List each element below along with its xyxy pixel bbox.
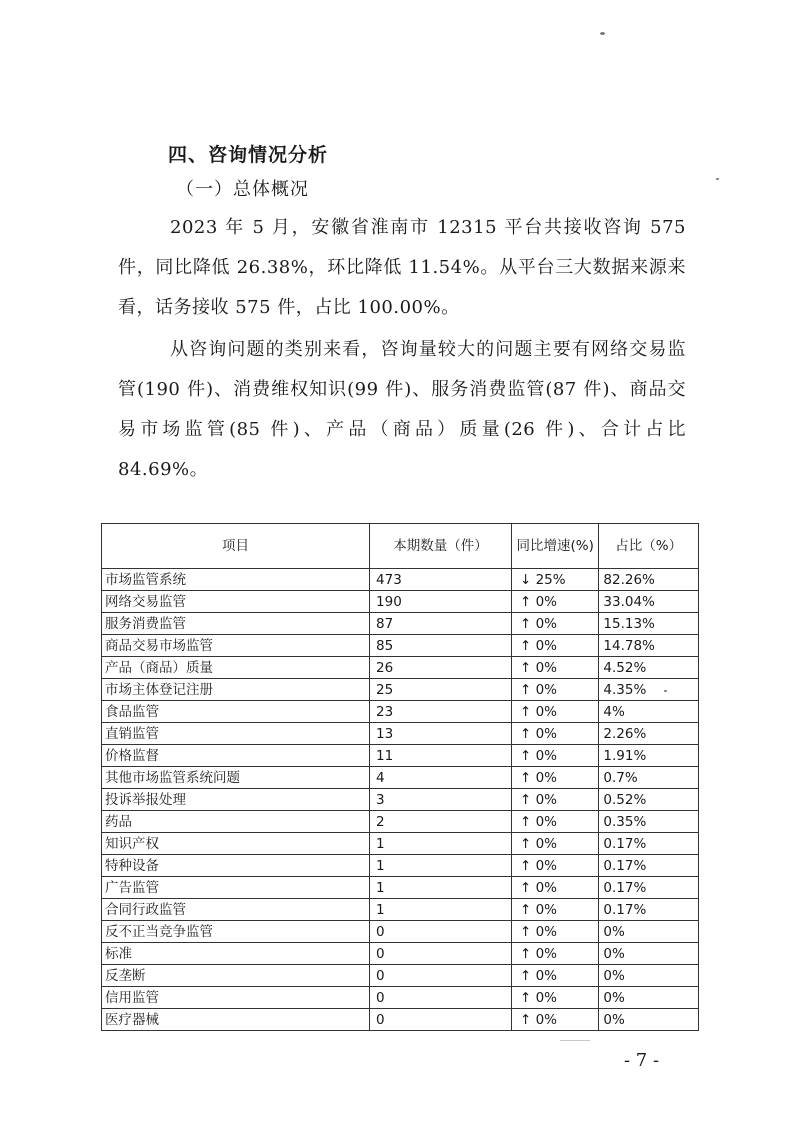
table-row [102, 635, 699, 657]
item-cell: 市场监管系统 [102, 569, 370, 591]
overview-paragraph: 2023 年 5 月，安徽省淮南市 12315 平台共接收咨询 575 件，同比降低 26.38%，环比降低 11.54%。从平台三大数据来源来看，话务接收 575 件，占比 100.00%。 [118, 217, 686, 318]
count-cell: 473 [370, 569, 512, 591]
share-cell: 82.26% [599, 569, 699, 591]
share-cell: 0.17% [599, 899, 699, 921]
item-cell: 食品监管 [102, 701, 370, 723]
share-cell: 33.04% [599, 591, 699, 613]
share-cell: 0% [599, 921, 699, 943]
count-cell: 1 [370, 833, 512, 855]
table-row [102, 701, 699, 723]
item-cell: 反不正当竞争监管 [102, 921, 370, 943]
item-cell: 直销监管 [102, 723, 370, 745]
count-cell: 190 [370, 591, 512, 613]
header-growth [511, 524, 598, 569]
item-cell: 医疗器械 [102, 1009, 370, 1031]
count-cell: 25 [370, 679, 512, 701]
share-cell: 0.35% [599, 811, 699, 833]
count-cell: 11 [370, 745, 512, 767]
item-cell: 投诉举报处理 [102, 789, 370, 811]
growth-cell: ↑ 0% [511, 921, 598, 943]
item-cell: 反垄断 [102, 965, 370, 987]
table-row [102, 833, 699, 855]
count-cell: 1 [370, 899, 512, 921]
growth-cell: ↑ 0% [511, 767, 598, 789]
share-cell: 1.91% [599, 745, 699, 767]
table-row [102, 899, 699, 921]
table-row [102, 811, 699, 833]
table-row [102, 987, 699, 1009]
subsection-heading: （一）总体概况 [176, 179, 309, 200]
item-cell: 其他市场监管系统问题 [102, 767, 370, 789]
growth-cell: ↑ 0% [511, 943, 598, 965]
item-cell: 特种设备 [102, 855, 370, 877]
share-cell: 2.26% [599, 723, 699, 745]
growth-cell: ↑ 0% [511, 745, 598, 767]
growth-cell: ↑ 0% [511, 811, 598, 833]
share-cell: 14.78% [599, 635, 699, 657]
table-body [102, 569, 699, 1031]
category-paragraph: 从咨询问题的类别来看，咨询量较大的问题主要有网络交易监管(190 件)、消费维权知识(99 件)、服务消费监管(87 件)、商品交易市场监管(85 件)、产品（商品）质量(26 件)、合计占比 84.69%。 [118, 339, 686, 480]
growth-cell: ↑ 0% [511, 701, 598, 723]
scan-speck [664, 690, 667, 692]
item-cell: 商品交易市场监管 [102, 635, 370, 657]
header-growth-label: 同比增速(%) [516, 538, 594, 554]
item-cell: 药品 [102, 811, 370, 833]
table-row [102, 723, 699, 745]
table-row [102, 591, 699, 613]
count-cell: 0 [370, 1009, 512, 1031]
growth-cell: ↑ 0% [511, 679, 598, 701]
item-cell: 信用监管 [102, 987, 370, 1009]
table-row [102, 767, 699, 789]
scan-speck [716, 178, 719, 180]
item-cell: 市场主体登记注册 [102, 679, 370, 701]
header-count: 本期数量（件） [370, 524, 512, 569]
count-cell: 0 [370, 943, 512, 965]
share-cell: 0.7% [599, 767, 699, 789]
count-cell: 1 [370, 877, 512, 899]
growth-cell: ↑ 0% [511, 789, 598, 811]
table-row [102, 569, 699, 591]
item-cell: 价格监督 [102, 745, 370, 767]
share-cell: 4% [599, 701, 699, 723]
growth-cell: ↑ 0% [511, 899, 598, 921]
share-cell: 0% [599, 1009, 699, 1031]
item-cell: 产品（商品）质量 [102, 657, 370, 679]
count-cell: 0 [370, 921, 512, 943]
scan-speck [600, 32, 605, 35]
scan-speck [560, 1040, 590, 1041]
share-cell: 4.35% [599, 679, 699, 701]
growth-cell: ↑ 0% [511, 987, 598, 1009]
share-cell: 0.52% [599, 789, 699, 811]
growth-cell: ↑ 0% [511, 1009, 598, 1031]
count-cell: 23 [370, 701, 512, 723]
item-cell: 知识产权 [102, 833, 370, 855]
count-cell: 13 [370, 723, 512, 745]
growth-cell: ↑ 0% [511, 591, 598, 613]
count-cell: 4 [370, 767, 512, 789]
count-cell: 26 [370, 657, 512, 679]
share-cell: 4.52% [599, 657, 699, 679]
growth-cell: ↑ 0% [511, 855, 598, 877]
section-heading: 四、咨询情况分析 [168, 144, 329, 166]
item-cell: 网络交易监管 [102, 591, 370, 613]
count-cell: 2 [370, 811, 512, 833]
consultation-table [101, 523, 699, 1031]
count-cell: 85 [370, 635, 512, 657]
share-cell: 0.17% [599, 855, 699, 877]
share-cell: 15.13% [599, 613, 699, 635]
item-cell: 标准 [102, 943, 370, 965]
growth-cell: ↑ 0% [511, 635, 598, 657]
growth-cell: ↑ 0% [511, 657, 598, 679]
count-cell: 87 [370, 613, 512, 635]
item-cell: 广告监管 [102, 877, 370, 899]
table-row [102, 789, 699, 811]
growth-cell: ↑ 0% [511, 833, 598, 855]
count-cell: 1 [370, 855, 512, 877]
share-cell: 0% [599, 965, 699, 987]
item-cell: 合同行政监管 [102, 899, 370, 921]
growth-cell: ↑ 0% [511, 613, 598, 635]
count-cell: 3 [370, 789, 512, 811]
page-number: - 7 - [624, 1050, 660, 1071]
growth-cell: ↑ 0% [511, 965, 598, 987]
table-row [102, 657, 699, 679]
share-cell: 0% [599, 943, 699, 965]
count-cell: 0 [370, 965, 512, 987]
growth-cell: ↓ 25% [511, 569, 598, 591]
table-row [102, 943, 699, 965]
header-item: 项目 [102, 524, 370, 569]
table-row [102, 965, 699, 987]
growth-cell: ↑ 0% [511, 723, 598, 745]
share-cell: 0.17% [599, 877, 699, 899]
table-row [102, 855, 699, 877]
share-cell: 0% [599, 987, 699, 1009]
table-row [102, 877, 699, 899]
item-cell: 服务消费监管 [102, 613, 370, 635]
table-row [102, 613, 699, 635]
table-row [102, 921, 699, 943]
table-row [102, 679, 699, 701]
count-cell: 0 [370, 987, 512, 1009]
growth-cell: ↑ 0% [511, 877, 598, 899]
table-row [102, 1009, 699, 1031]
share-cell: 0.17% [599, 833, 699, 855]
table-row [102, 745, 699, 767]
table-header-row [102, 524, 699, 569]
header-share: 占比（%） [599, 524, 699, 569]
